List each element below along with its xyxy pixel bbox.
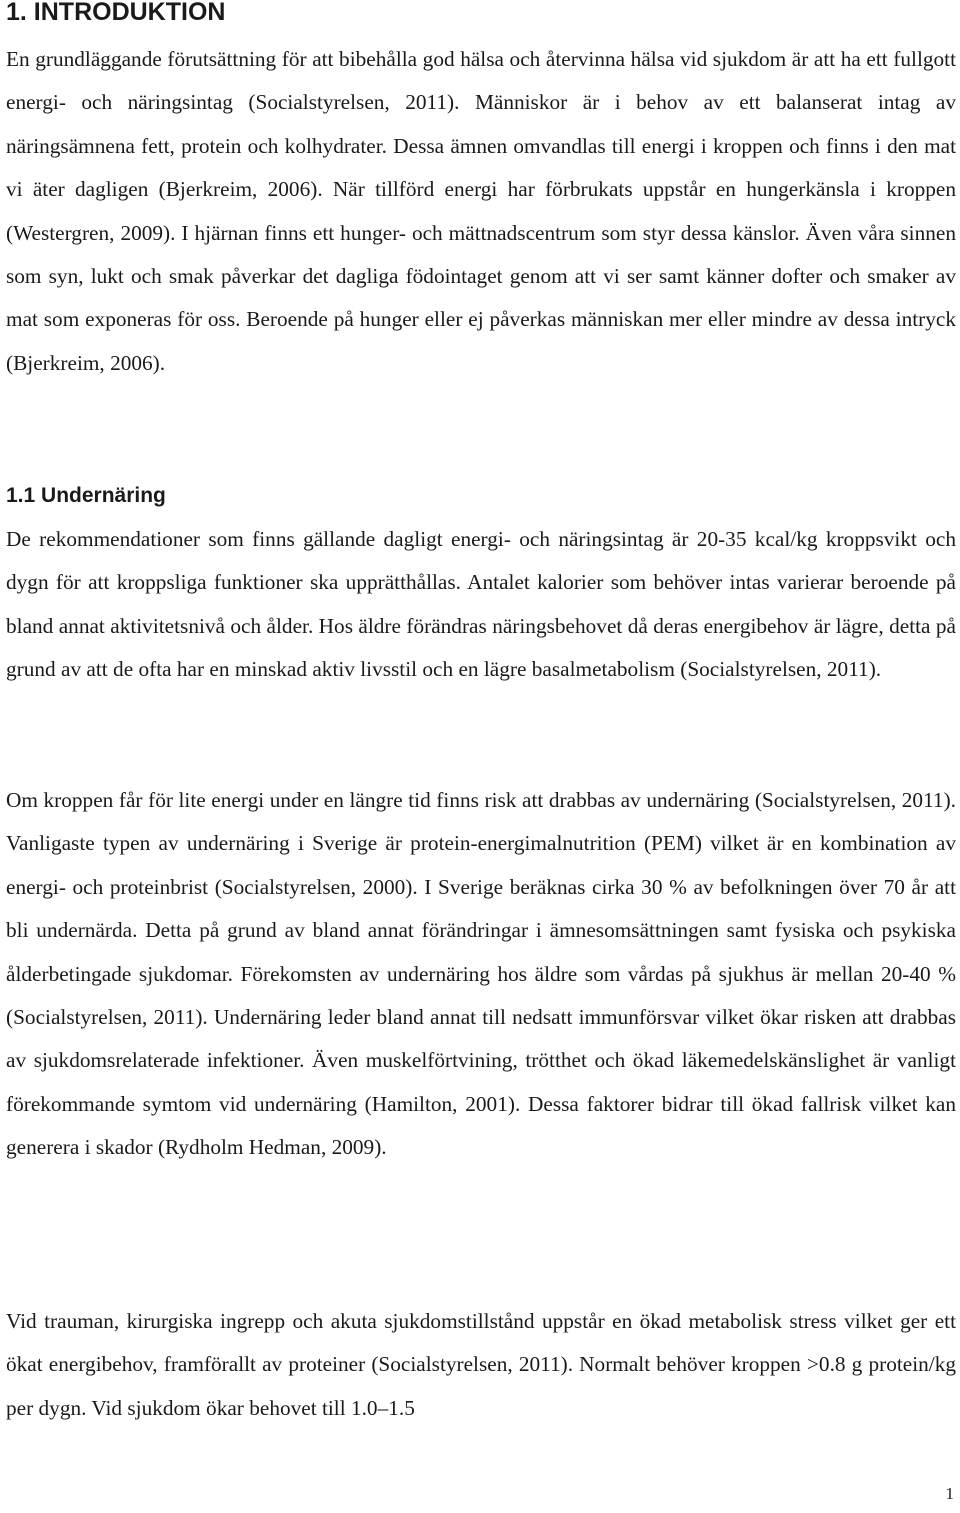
subsection-heading-undernaring: 1.1 Undernäring	[6, 484, 166, 507]
section-heading-introduktion: 1. INTRODUKTION	[6, 0, 226, 26]
undernaring-paragraph-1: De rekommendationer som finns gällande dagligt energi- och näringsintag är 20-35 kcal/kg kroppsvikt och dygn för att kroppsliga funktioner ska upprätthållas. Antalet kalorier som behöver intas varierar beroende på bland annat aktivitetsnivå och ålder. Hos äldre förändras näringsbehovet då deras energibehov är lägre, detta på grund av att de ofta har en minskad aktiv livsstil och en lägre basalmetabolism (Socialstyrelsen, 2011).	[6, 527, 956, 682]
undernaring-paragraph-2: Om kroppen får för lite energi under en längre tid finns risk att drabbas av undernäring (Socialstyrelsen, 2011). Vanligaste typen av undernäring i Sverige är protein-energimalnutrition (PEM) vilket är en kombination av energi- och proteinbrist (Socialstyrelsen, 2000). I Sverige beräknas cirka 30 % av befolkningen över 70 år att bli undernärda. Detta på grund av bland annat förändringar i ämnesomsättningen samt fysiska och psykiska ålderbetingade sjukdomar. Förekomsten av undernäring hos äldre som vårdas på sjukhus är mellan 20-40 % (Socialstyrelsen, 2011). Undernäring leder bland annat till nedsatt immunförsvar vilket ökar risken att drabbas av sjukdomsrelaterade infektioner. Även muskelförtvining, trötthet och ökad läkemedelskänslighet är vanligt förekommande symtom vid undernäring (Hamilton, 2001). Dessa faktorer bidrar till ökad fallrisk vilket kan generera i skador (Rydholm Hedman, 2009).	[6, 788, 956, 1160]
intro-paragraph: En grundläggande förutsättning för att bibehålla god hälsa och återvinna hälsa vid sjukdom är att ha ett fullgott energi- och näringsintag (Socialstyrelsen, 2011). Människor är i behov av ett balanserat intag av näringsämnena fett, protein och kolhydrater. Dessa ämnen omvandlas till energi i kroppen och finns i den mat vi äter dagligen (Bjerkreim, 2006). När tillförd energi har förbrukats uppstår en hungerkänsla i kroppen (Westergren, 2009). I hjärnan finns ett hunger- och mättnadscentrum som styr dessa känslor. Även våra sinnen som syn, lukt och smak påverkar det dagliga födointaget genom att vi ser samt känner dofter och smaker av mat som exponeras för oss. Beroende på hunger eller ej påverkas människan mer eller mindre av dessa intryck (Bjerkreim, 2006).	[6, 47, 956, 375]
undernaring-paragraph-3: Vid trauman, kirurgiska ingrepp och akuta sjukdomstillstånd uppstår en ökad metabolisk stress vilket ger ett ökat energibehov, framförallt av proteiner (Socialstyrelsen, 2011). Normalt behöver kroppen >0.8 g protein/kg per dygn. Vid sjukdom ökar behovet till 1.0–1.5	[6, 1309, 956, 1420]
page-number: 1	[945, 1484, 954, 1503]
